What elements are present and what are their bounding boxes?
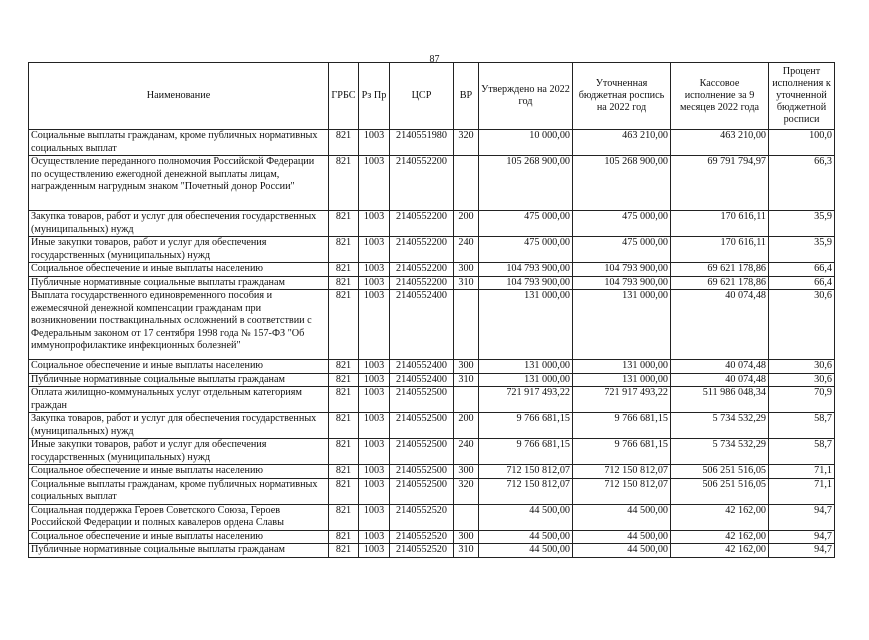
cell-grbs: 821: [329, 211, 359, 237]
cell-refined: 475 000,00: [573, 211, 671, 237]
cell-csr: 2140552200: [390, 276, 454, 290]
header-grbs: ГРБС: [329, 63, 359, 130]
cell-cash: 69 621 178,86: [671, 276, 769, 290]
cell-percent: 58,7: [769, 413, 835, 439]
cell-rzpr: 1003: [359, 156, 390, 211]
cell-vr: 320: [454, 130, 479, 156]
cell-grbs: 821: [329, 237, 359, 263]
cell-rzpr: 1003: [359, 263, 390, 277]
cell-rzpr: 1003: [359, 439, 390, 465]
cell-approved: 721 917 493,22: [479, 387, 573, 413]
cell-rzpr: 1003: [359, 478, 390, 504]
cell-percent: 58,7: [769, 439, 835, 465]
cell-name: Осуществление переданного полномочия Российской Федерации по осуществлению ежегодной денежной выплаты лицам, награжденным нагрудным знаком "Почетный донор России": [29, 156, 329, 211]
table-row: [29, 360, 835, 374]
table-row: [29, 544, 835, 558]
cell-vr: 300: [454, 465, 479, 479]
cell-percent: 70,9: [769, 387, 835, 413]
cell-grbs: 821: [329, 413, 359, 439]
cell-refined: 44 500,00: [573, 504, 671, 530]
cell-refined: 475 000,00: [573, 237, 671, 263]
cell-grbs: 821: [329, 360, 359, 374]
cell-vr: 300: [454, 263, 479, 277]
table-row: [29, 130, 835, 156]
cell-vr: [454, 156, 479, 211]
cell-csr: 2140552200: [390, 263, 454, 277]
cell-rzpr: 1003: [359, 413, 390, 439]
cell-cash: 5 734 532,29: [671, 439, 769, 465]
table-row: [29, 263, 835, 277]
cell-csr: 2140552200: [390, 156, 454, 211]
cell-csr: 2140552520: [390, 530, 454, 544]
cell-grbs: 821: [329, 544, 359, 558]
cell-cash: 170 616,11: [671, 211, 769, 237]
cell-percent: 66,4: [769, 263, 835, 277]
cell-name: Закупка товаров, работ и услуг для обеспечения государственных (муниципальных) нужд: [29, 211, 329, 237]
cell-vr: 310: [454, 373, 479, 387]
cell-name: Социальное обеспечение и иные выплаты населению: [29, 530, 329, 544]
cell-csr: 2140552500: [390, 478, 454, 504]
cell-rzpr: 1003: [359, 360, 390, 374]
cell-name: Иные закупки товаров, работ и услуг для обеспечения государственных (муниципальных) нужд: [29, 237, 329, 263]
cell-percent: 30,6: [769, 373, 835, 387]
table-row: [29, 373, 835, 387]
table-row: [29, 478, 835, 504]
cell-grbs: 821: [329, 478, 359, 504]
cell-cash: 69 621 178,86: [671, 263, 769, 277]
header-vr: ВР: [454, 63, 479, 130]
cell-approved: 712 150 812,07: [479, 478, 573, 504]
header-percent: Процент исполнения к уточненной бюджетной росписи: [769, 63, 835, 130]
cell-vr: 310: [454, 276, 479, 290]
cell-name: Социальные выплаты гражданам, кроме публичных нормативных социальных выплат: [29, 478, 329, 504]
table-row: [29, 237, 835, 263]
cell-rzpr: 1003: [359, 530, 390, 544]
header-cash: Кассовое исполнение за 9 месяцев 2022 года: [671, 63, 769, 130]
header-rzpr: Рз Пр: [359, 63, 390, 130]
cell-name: Социальное обеспечение и иные выплаты населению: [29, 360, 329, 374]
table-row: [29, 413, 835, 439]
cell-vr: [454, 504, 479, 530]
header-approved: Утверждено на 2022 год: [479, 63, 573, 130]
table-row: [29, 211, 835, 237]
cell-percent: 94,7: [769, 544, 835, 558]
cell-vr: [454, 387, 479, 413]
cell-refined: 131 000,00: [573, 373, 671, 387]
cell-grbs: 821: [329, 156, 359, 211]
cell-grbs: 821: [329, 465, 359, 479]
cell-percent: 66,4: [769, 276, 835, 290]
cell-approved: 131 000,00: [479, 360, 573, 374]
cell-name: Социальное обеспечение и иные выплаты населению: [29, 263, 329, 277]
table-row: [29, 387, 835, 413]
cell-percent: 30,6: [769, 290, 835, 360]
table-body: [29, 130, 835, 558]
cell-vr: 200: [454, 413, 479, 439]
cell-refined: 105 268 900,00: [573, 156, 671, 211]
page-number: 87: [429, 54, 440, 65]
cell-cash: 463 210,00: [671, 130, 769, 156]
cell-rzpr: 1003: [359, 373, 390, 387]
cell-name: Иные закупки товаров, работ и услуг для обеспечения государственных (муниципальных) нужд: [29, 439, 329, 465]
cell-refined: 104 793 900,00: [573, 276, 671, 290]
cell-rzpr: 1003: [359, 544, 390, 558]
cell-percent: 35,9: [769, 237, 835, 263]
cell-csr: 2140552500: [390, 413, 454, 439]
cell-csr: 2140552520: [390, 544, 454, 558]
cell-refined: 131 000,00: [573, 360, 671, 374]
cell-name: Социальные выплаты гражданам, кроме публичных нормативных социальных выплат: [29, 130, 329, 156]
cell-grbs: 821: [329, 504, 359, 530]
cell-cash: 506 251 516,05: [671, 465, 769, 479]
cell-approved: 475 000,00: [479, 211, 573, 237]
cell-percent: 66,3: [769, 156, 835, 211]
cell-vr: 320: [454, 478, 479, 504]
cell-cash: 506 251 516,05: [671, 478, 769, 504]
table-row: [29, 156, 835, 211]
header-name: Наименование: [29, 63, 329, 130]
table-row: [29, 504, 835, 530]
cell-vr: 240: [454, 237, 479, 263]
header-refined: Уточненная бюджетная роспись на 2022 год: [573, 63, 671, 130]
cell-grbs: 821: [329, 373, 359, 387]
cell-approved: 131 000,00: [479, 290, 573, 360]
cell-refined: 9 766 681,15: [573, 413, 671, 439]
cell-refined: 9 766 681,15: [573, 439, 671, 465]
budget-table: [28, 62, 835, 558]
cell-refined: 44 500,00: [573, 544, 671, 558]
cell-rzpr: 1003: [359, 504, 390, 530]
cell-refined: 712 150 812,07: [573, 465, 671, 479]
cell-grbs: 821: [329, 276, 359, 290]
cell-cash: 42 162,00: [671, 504, 769, 530]
cell-refined: 721 917 493,22: [573, 387, 671, 413]
cell-rzpr: 1003: [359, 237, 390, 263]
cell-name: Публичные нормативные социальные выплаты гражданам: [29, 373, 329, 387]
cell-cash: 170 616,11: [671, 237, 769, 263]
cell-grbs: 821: [329, 387, 359, 413]
cell-cash: 511 986 048,34: [671, 387, 769, 413]
cell-csr: 2140552400: [390, 360, 454, 374]
cell-cash: 42 162,00: [671, 530, 769, 544]
cell-name: Выплата государственного единовременного пособия и ежемесячной денежной компенсации гражданам при возникновении поствакцинальных осложнений в соответствии с Федеральным законом от 17 сентября 1998 года № 157-ФЗ "Об иммунопрофилактике инфекционных болезней": [29, 290, 329, 360]
table-header-row: [29, 63, 835, 130]
cell-rzpr: 1003: [359, 276, 390, 290]
cell-percent: 100,0: [769, 130, 835, 156]
cell-csr: 2140552200: [390, 211, 454, 237]
cell-approved: 104 793 900,00: [479, 263, 573, 277]
cell-approved: 44 500,00: [479, 530, 573, 544]
cell-csr: 2140552200: [390, 237, 454, 263]
cell-rzpr: 1003: [359, 130, 390, 156]
cell-approved: 10 000,00: [479, 130, 573, 156]
cell-percent: 71,1: [769, 465, 835, 479]
cell-vr: 240: [454, 439, 479, 465]
cell-approved: 105 268 900,00: [479, 156, 573, 211]
cell-grbs: 821: [329, 263, 359, 277]
cell-approved: 44 500,00: [479, 504, 573, 530]
cell-rzpr: 1003: [359, 290, 390, 360]
cell-grbs: 821: [329, 130, 359, 156]
cell-grbs: 821: [329, 530, 359, 544]
cell-name: Социальная поддержка Героев Советского Союза, Героев Российской Федерации и полных кавалеров ордена Славы: [29, 504, 329, 530]
cell-grbs: 821: [329, 439, 359, 465]
cell-csr: 2140552500: [390, 387, 454, 413]
cell-vr: 300: [454, 360, 479, 374]
cell-name: Публичные нормативные социальные выплаты гражданам: [29, 276, 329, 290]
table-row: [29, 290, 835, 360]
cell-approved: 9 766 681,15: [479, 439, 573, 465]
cell-refined: 104 793 900,00: [573, 263, 671, 277]
cell-name: Закупка товаров, работ и услуг для обеспечения государственных (муниципальных) нужд: [29, 413, 329, 439]
cell-rzpr: 1003: [359, 387, 390, 413]
cell-refined: 44 500,00: [573, 530, 671, 544]
cell-csr: 2140551980: [390, 130, 454, 156]
cell-csr: 2140552400: [390, 373, 454, 387]
cell-rzpr: 1003: [359, 465, 390, 479]
cell-name: Публичные нормативные социальные выплаты гражданам: [29, 544, 329, 558]
table-row: [29, 439, 835, 465]
cell-cash: 69 791 794,97: [671, 156, 769, 211]
cell-percent: 94,7: [769, 530, 835, 544]
cell-percent: 35,9: [769, 211, 835, 237]
cell-csr: 2140552400: [390, 290, 454, 360]
cell-name: Оплата жилищно-коммунальных услуг отдельным категориям граждан: [29, 387, 329, 413]
cell-csr: 2140552500: [390, 439, 454, 465]
cell-approved: 712 150 812,07: [479, 465, 573, 479]
cell-refined: 463 210,00: [573, 130, 671, 156]
cell-vr: 310: [454, 544, 479, 558]
cell-csr: 2140552500: [390, 465, 454, 479]
cell-cash: 42 162,00: [671, 544, 769, 558]
header-csr: ЦСР: [390, 63, 454, 130]
cell-approved: 131 000,00: [479, 373, 573, 387]
table-row: [29, 465, 835, 479]
cell-cash: 40 074,48: [671, 373, 769, 387]
cell-rzpr: 1003: [359, 211, 390, 237]
cell-vr: 200: [454, 211, 479, 237]
cell-cash: 5 734 532,29: [671, 413, 769, 439]
cell-vr: [454, 290, 479, 360]
cell-approved: 475 000,00: [479, 237, 573, 263]
cell-name: Социальное обеспечение и иные выплаты населению: [29, 465, 329, 479]
cell-percent: 30,6: [769, 360, 835, 374]
table-row: [29, 276, 835, 290]
table-row: [29, 530, 835, 544]
cell-approved: 104 793 900,00: [479, 276, 573, 290]
cell-approved: 9 766 681,15: [479, 413, 573, 439]
cell-refined: 712 150 812,07: [573, 478, 671, 504]
cell-cash: 40 074,48: [671, 360, 769, 374]
cell-percent: 71,1: [769, 478, 835, 504]
cell-cash: 40 074,48: [671, 290, 769, 360]
cell-vr: 300: [454, 530, 479, 544]
cell-approved: 44 500,00: [479, 544, 573, 558]
cell-percent: 94,7: [769, 504, 835, 530]
cell-refined: 131 000,00: [573, 290, 671, 360]
cell-csr: 2140552520: [390, 504, 454, 530]
cell-grbs: 821: [329, 290, 359, 360]
